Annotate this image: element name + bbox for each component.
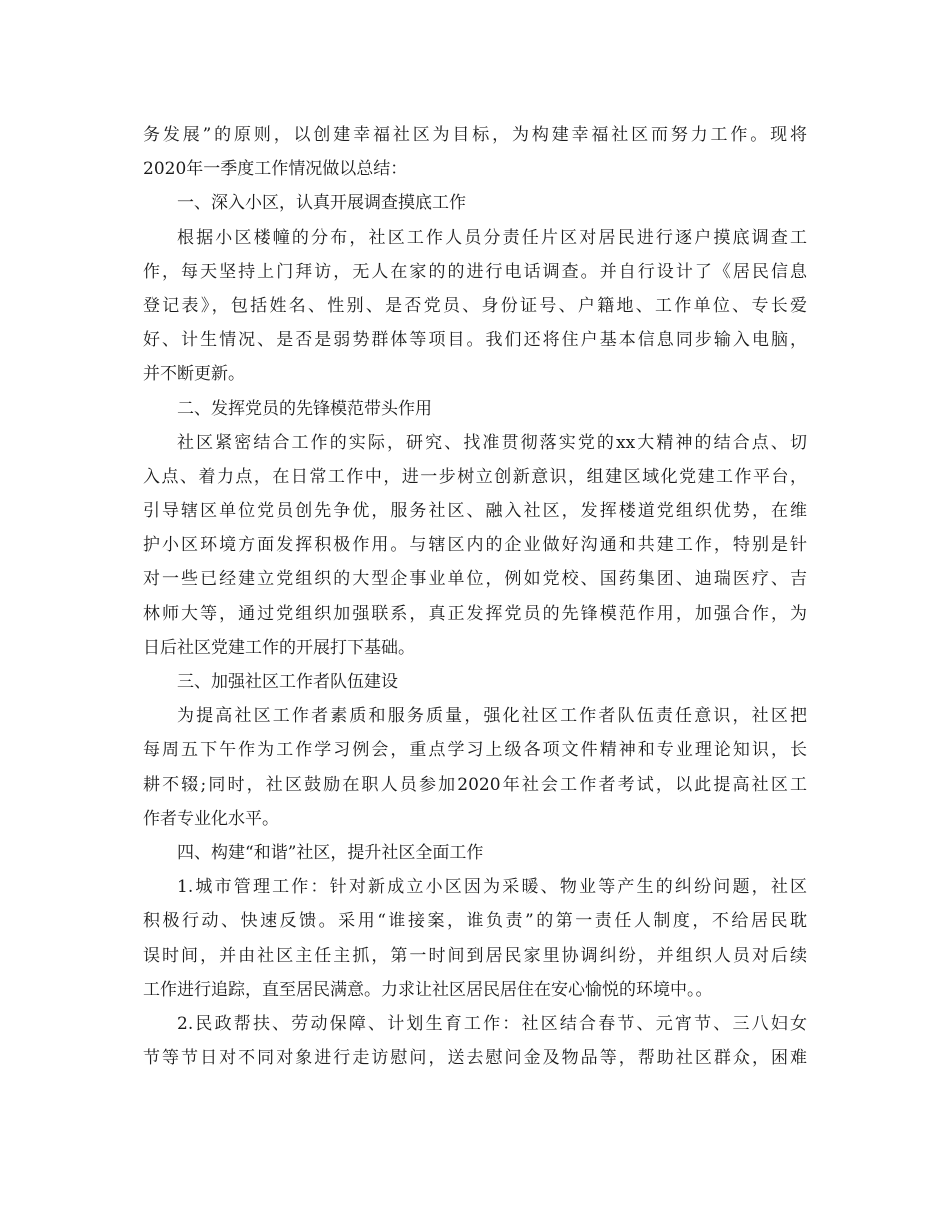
section-heading: 一、深入小区，认真开展调查摸底工作: [177, 193, 466, 214]
text-line: 入点、着力点，在日常工作中，进一步树立创新意识，组建区域化党建工作平台，: [143, 466, 807, 487]
text-line: 并不断更新。: [143, 364, 245, 385]
text-line: 好、计生情况、是否是弱势群体等项目。我们还将住户基本信息同步输入电脑，: [143, 330, 807, 351]
text-line: 日后社区党建工作的开展打下基础。: [143, 637, 415, 658]
text-line: 社区紧密结合工作的实际，研究、找准贯彻落实党的xx大精神的结合点、切: [177, 432, 807, 453]
text-line: 工作进行追踪，直至居民满意。力求让社区居民居住在安心愉悦的环境中。。: [143, 979, 713, 1000]
text-line: 务发展”的原则，以创建幸福社区为目标，为构建幸福社区而努力工作。现将: [143, 125, 807, 145]
text-line: 作者专业化水平。: [143, 808, 279, 829]
text-line: 林师大等，通过党组织加强联系，真正发挥党员的先锋模范作用，加强合作，为: [143, 603, 807, 624]
text-line: 护小区环境方面发挥积极作用。与辖区内的企业做好沟通和共建工作，特别是针: [143, 535, 807, 556]
section-heading: 三、加强社区工作者队伍建设: [177, 672, 398, 692]
text-line: 2.民政帮扶、劳动保障、计划生育工作：社区结合春节、元宵节、三八妇女: [177, 1013, 807, 1034]
text-line: 误时间，并由社区主任主抓，第一时间到居民家里协调纠纷，并组织人员对后续: [143, 945, 807, 966]
text-line: 为提高社区工作者素质和服务质量，强化社区工作者队伍责任意识，社区把: [177, 706, 807, 727]
text-line: 引导辖区单位党员创先争优，服务社区、融入社区，发挥楼道党组织优势，在维: [143, 501, 807, 522]
text-line: 2020年一季度工作情况做以总结：: [143, 159, 408, 180]
text-line: 1.城市管理工作：针对新成立小区因为采暖、物业等产生的纠纷问题，社区: [177, 877, 807, 898]
text-line: 对一些已经建立党组织的大型企事业单位，例如党校、国药集团、迪瑞医疗、吉: [143, 569, 807, 590]
document-body: [143, 118, 807, 1075]
text-line: 根据小区楼幢的分布，社区工作人员分责任片区对居民进行逐户摸底调查工: [177, 227, 807, 248]
section-heading: 四、构建“和谐”社区，提升社区全面工作: [177, 842, 484, 863]
text-line: 节等节日对不同对象进行走访慰问，送去慰问金及物品等，帮助社区群众，困难: [143, 1048, 807, 1069]
text-line: 作，每天坚持上门拜访，无人在家的的进行电话调查。并自行设计了《居民信息: [143, 261, 807, 282]
text-line: 耕不辍;同时，社区鼓励在职人员参加2020年社会工作者考试，以此提高社区工: [143, 774, 807, 795]
text-line: 积极行动、快速反馈。采用“谁接案，谁负责”的第一责任人制度，不给居民耽: [143, 911, 807, 932]
text-line: 登记表》，包括姓名、性别、是否党员、身份证号、户籍地、工作单位、专长爱: [143, 295, 807, 316]
text-line: 每周五下午作为工作学习例会，重点学习上级各项文件精神和专业理论知识，长: [143, 740, 807, 761]
section-heading: 二、发挥党员的先锋模范带头作用: [177, 398, 432, 419]
